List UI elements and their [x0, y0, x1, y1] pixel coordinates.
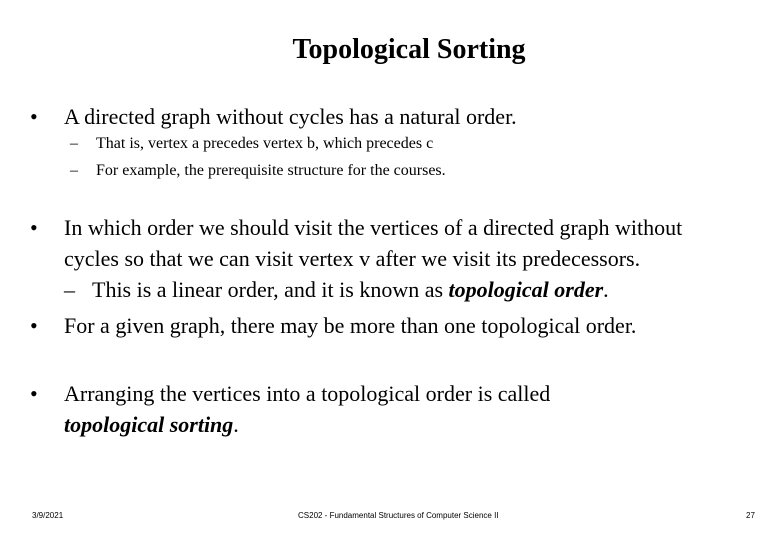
footer-course: CS202 - Fundamental Structures of Computer Science II [298, 511, 499, 520]
bullet-3 [30, 310, 760, 341]
bullet-4-line-1: Arranging the vertices into a topological order is called [64, 381, 551, 406]
bullet-2-line-2: cycles so that we can visit vertex v after we visit its predecessors. [64, 246, 641, 271]
term-topological-sorting: topological sorting [64, 412, 234, 437]
bullet-2-sub-text [92, 277, 609, 302]
bullet-dot: • [30, 313, 38, 338]
sub-dash: – [64, 277, 75, 302]
bullet-dot: • [30, 104, 38, 129]
bullet-2-sub-prefix: This is a linear order, and it is known as [92, 277, 449, 302]
bullet-4 [30, 378, 760, 440]
footer-date: 3/9/2021 [32, 511, 64, 520]
bullet-3-text: For a given graph, there may be more than one topological order. [64, 313, 637, 338]
bullet-dot: • [30, 381, 38, 406]
slide-title: Topological Sorting [292, 34, 526, 65]
bullet-1-sub-2-text: For example, the prerequisite structure for the courses. [96, 162, 446, 179]
bullet-4-line-2 [64, 409, 760, 440]
term-topological-order: topological order [448, 277, 604, 302]
footer-page-number: 27 [746, 511, 755, 520]
bullet-dot: • [30, 215, 38, 240]
bullet-1-sub-2 [70, 157, 750, 185]
bullet-2-line-1: In which order we should visit the vertices of a directed graph without [64, 215, 683, 240]
bullet-2 [30, 212, 760, 305]
sub-dash: – [70, 162, 78, 179]
bullet-1-sub-1 [70, 130, 750, 158]
bullet-2-sub-suffix: . [603, 277, 609, 302]
bullet-4-suffix: . [233, 412, 239, 437]
bullet-1-sub-1-text: That is, vertex a precedes vertex b, which precedes c [96, 135, 434, 152]
bullet-1 [30, 101, 760, 132]
bullet-2-sub [64, 274, 760, 305]
sub-dash: – [70, 135, 78, 152]
bullet-1-text: A directed graph without cycles has a natural order. [64, 104, 517, 129]
